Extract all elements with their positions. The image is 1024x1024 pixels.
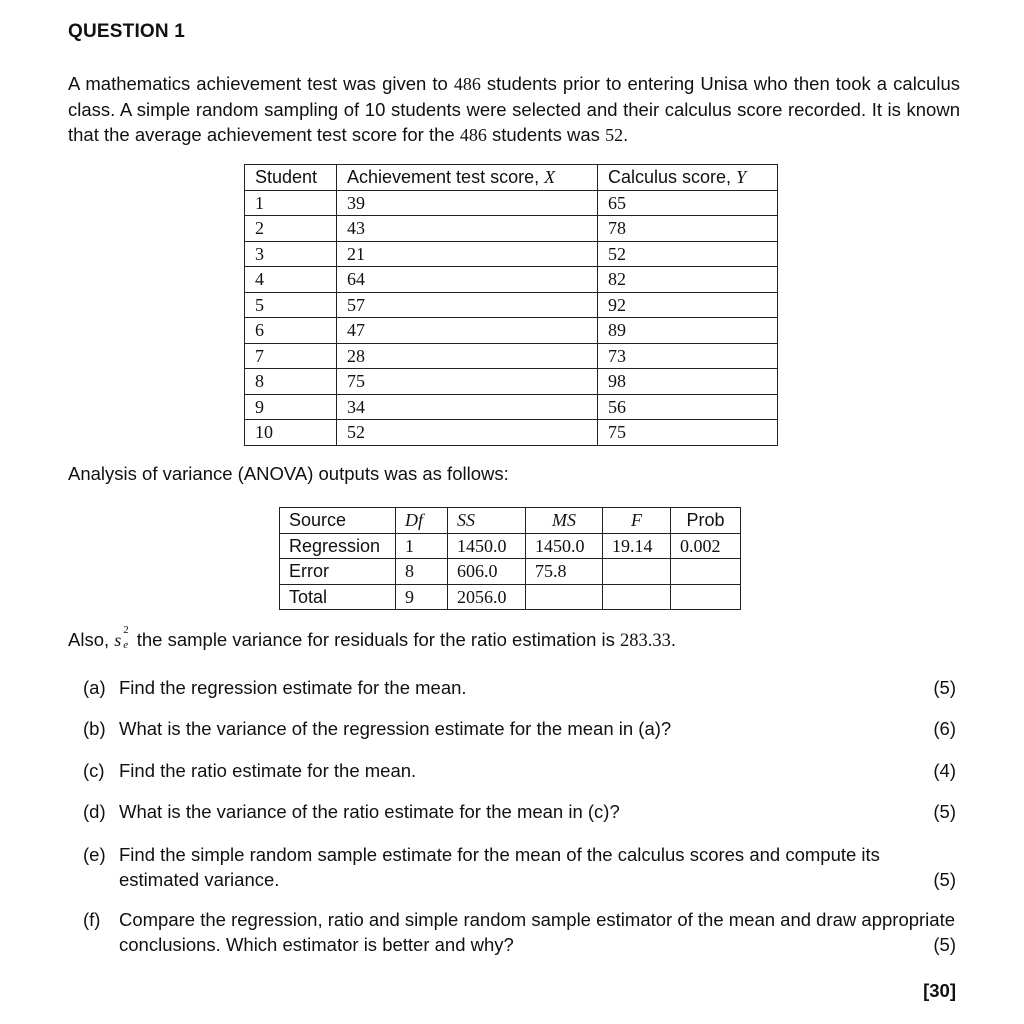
calculus-score: 52: [598, 241, 778, 267]
scores-table: [244, 164, 778, 446]
anova-ss: 1450.0: [448, 533, 526, 559]
residual-variance-value: 283.33: [620, 631, 671, 651]
part-label: (b): [83, 718, 106, 739]
student-id: 1: [245, 190, 337, 216]
anova-header-ss: SS: [448, 508, 526, 534]
scores-table-header: [245, 165, 778, 191]
calculus-score: 82: [598, 267, 778, 293]
calculus-score: 65: [598, 190, 778, 216]
anova-f: 19.14: [603, 533, 671, 559]
header-achievement: [337, 165, 598, 191]
anova-source: Total: [280, 584, 396, 610]
achievement-score: 57: [337, 292, 598, 318]
symbol-sup: 2: [123, 624, 129, 636]
part-marks: (5): [933, 801, 956, 822]
header-calculus-label: Calculus score,: [608, 167, 737, 187]
question-part-f: [83, 907, 956, 957]
table-row: [245, 318, 778, 344]
table-row: [245, 292, 778, 318]
calculus-score: 56: [598, 394, 778, 420]
anova-ss: 2056.0: [448, 584, 526, 610]
table-row: [245, 216, 778, 242]
anova-f: [603, 559, 671, 585]
part-text: Compare the regression, ratio and simple random sample estimator of the mean and draw appropriate conclusions. Which estimator is better and why?: [119, 909, 956, 955]
part-marks: (6): [933, 718, 956, 739]
anova-ms: [526, 584, 603, 610]
also-text: the sample variance for residuals for the ratio estimation is: [131, 629, 620, 650]
part-label: (e): [83, 844, 106, 865]
residual-variance-note: [68, 624, 677, 652]
calculus-score: 89: [598, 318, 778, 344]
part-text: Find the regression estimate for the mean.: [119, 677, 467, 698]
student-id: 10: [245, 420, 337, 446]
anova-source: Error: [280, 559, 396, 585]
part-text: What is the variance of the ratio estimate for the mean in (c)?: [119, 801, 620, 822]
student-id: 9: [245, 394, 337, 420]
achievement-score: 21: [337, 241, 598, 267]
anova-prob: [671, 584, 741, 610]
also-suffix: .: [670, 629, 677, 650]
part-text: Find the simple random sample estimate for the mean of the calculus scores and compute its estimated variance.: [119, 844, 880, 890]
header-student: Student: [245, 165, 337, 191]
achievement-score: 28: [337, 343, 598, 369]
question-part-e: [83, 842, 956, 892]
table-row: [245, 369, 778, 395]
anova-prob: 0.002: [671, 533, 741, 559]
anova-row: [280, 533, 741, 559]
part-text: What is the variance of the regression estimate for the mean in (a)?: [119, 718, 672, 739]
anova-df: 8: [396, 559, 448, 585]
residual-variance-symbol: [114, 624, 129, 651]
header-achievement-label: Achievement test score,: [347, 167, 545, 187]
table-row: [245, 190, 778, 216]
symbol-s: s: [114, 630, 122, 650]
anova-header-prob: Prob: [671, 508, 741, 534]
table-row: [245, 394, 778, 420]
achievement-score: 52: [337, 420, 598, 446]
achievement-score: 43: [337, 216, 598, 242]
achievement-score: 64: [337, 267, 598, 293]
calculus-score: 98: [598, 369, 778, 395]
part-label: (f): [83, 909, 101, 930]
student-id: 4: [245, 267, 337, 293]
calculus-score: 78: [598, 216, 778, 242]
student-id: 5: [245, 292, 337, 318]
student-id: 7: [245, 343, 337, 369]
question-heading: QUESTION 1: [68, 21, 186, 42]
table-row: [245, 343, 778, 369]
anova-row: [280, 584, 741, 610]
achievement-score: 34: [337, 394, 598, 420]
part-marks: (5): [933, 869, 956, 890]
anova-header-source: Source: [280, 508, 396, 534]
anova-row: [280, 559, 741, 585]
part-label: (a): [83, 677, 106, 698]
anova-prob: [671, 559, 741, 585]
anova-df: 9: [396, 584, 448, 610]
calculus-score: 92: [598, 292, 778, 318]
anova-ms: 1450.0: [526, 533, 603, 559]
intro-text-3: students was: [486, 124, 606, 145]
intro-text-4: .: [623, 124, 629, 145]
intro-text-2: students prior to entering Unisa who then took a calculus class. A simple random sampling of 10 students were selected and their calculus score recorded. It is known that the average achievement test score for the: [68, 73, 960, 145]
also-prefix: Also,: [68, 629, 115, 650]
anova-header-f: F: [603, 508, 671, 534]
anova-f: [603, 584, 671, 610]
part-marks: (5): [933, 677, 956, 698]
header-calculus-symbol: Y: [736, 167, 747, 187]
achievement-score: 75: [337, 369, 598, 395]
student-id: 2: [245, 216, 337, 242]
part-text: Find the ratio estimate for the mean.: [119, 760, 417, 781]
student-id: 8: [245, 369, 337, 395]
part-marks: (4): [933, 760, 956, 781]
intro-paragraph: [68, 71, 960, 148]
anova-source: Regression: [280, 533, 396, 559]
symbol-sub: e: [123, 639, 129, 651]
calculus-score: 73: [598, 343, 778, 369]
header-achievement-symbol: X: [544, 167, 556, 187]
anova-table: [279, 507, 741, 610]
student-id: 6: [245, 318, 337, 344]
table-row: [245, 420, 778, 446]
intro-mean-score: 52: [605, 125, 624, 145]
calculus-score: 75: [598, 420, 778, 446]
anova-header-ms: MS: [526, 508, 603, 534]
achievement-score: 47: [337, 318, 598, 344]
anova-intro: Analysis of variance (ANOVA) outputs was as follows:: [68, 463, 509, 484]
achievement-score: 39: [337, 190, 598, 216]
anova-ms: 75.8: [526, 559, 603, 585]
intro-text-1: A mathematics achievement test was given to: [68, 73, 454, 94]
part-marks: (5): [933, 934, 956, 955]
anova-ss: 606.0: [448, 559, 526, 585]
part-label: (d): [83, 801, 106, 822]
anova-header-df: Df: [396, 508, 448, 534]
part-label: (c): [83, 760, 105, 781]
intro-students-count: 486: [453, 74, 481, 94]
anova-df: 1: [396, 533, 448, 559]
student-id: 3: [245, 241, 337, 267]
anova-table-header: [280, 508, 741, 534]
table-row: [245, 267, 778, 293]
intro-students-count-2: 486: [459, 125, 487, 145]
total-marks: [30]: [923, 980, 956, 1001]
table-row: [245, 241, 778, 267]
header-calculus: [598, 165, 778, 191]
